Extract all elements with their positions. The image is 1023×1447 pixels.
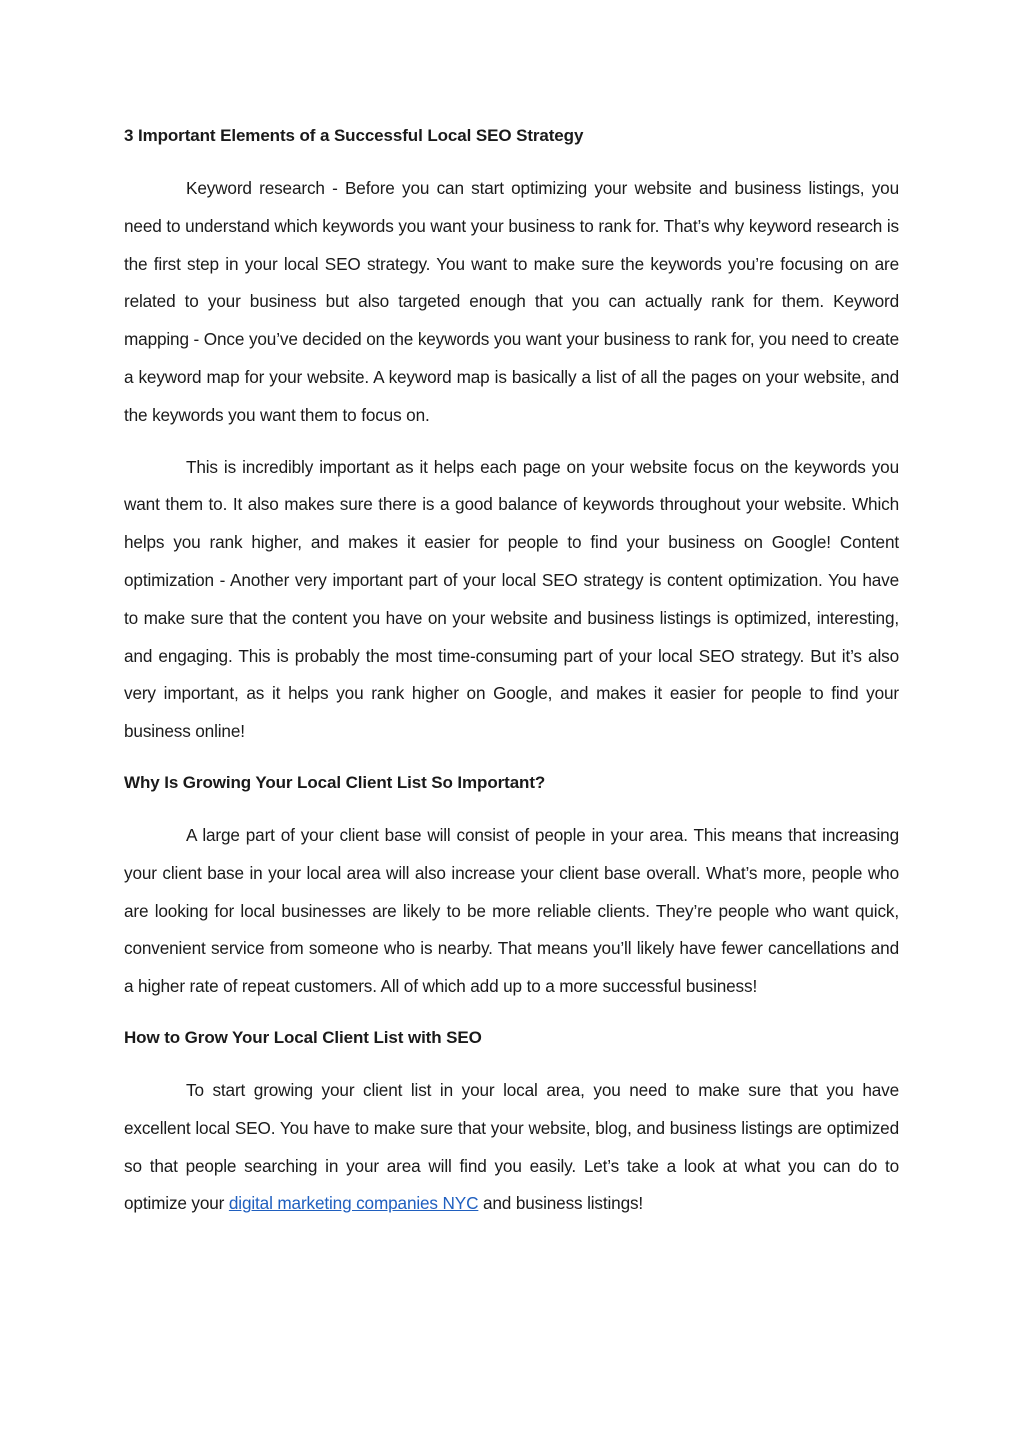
digital-marketing-link[interactable]: digital marketing companies NYC — [228, 1193, 479, 1214]
section-heading-how-to-grow: How to Grow Your Local Client List with SEO — [124, 1027, 482, 1047]
section-heading-why-grow: Why Is Growing Your Local Client List So Important? — [124, 772, 546, 792]
section-heading-seo-elements: 3 Important Elements of a Successful Local SEO Strategy — [124, 126, 584, 145]
paragraph-client-base: A large part of your client base will consist of people in your area. This means that increasing your client base in your local area will also increase your client base overall. What’s more, people who are looking for local businesses are likely to be more reliable clients. They’re people who want quick, convenient service from someone who is nearby. That means you’ll likely have fewer cancellations and a higher rate of repeat customers. All of which add up to a more successful business! — [124, 824, 899, 997]
document-page — [124, 118, 899, 1237]
paragraph-text-after-link: and business listings! — [478, 1193, 644, 1214]
paragraph-content-optimization: This is incredibly important as it helps each page on your website focus on the keywords you want them to. It also makes sure there is a good balance of keywords throughout your website. Which helps you rank higher, and makes it easier for people to find your business on Google! Content optimization - Another very important part of your local SEO strategy is content optimization. You have to make sure that the content you have on your website and business listings is optimized, interesting, and engaging. This is probably the most time-consuming part of your local SEO strategy. But it’s also very important, as it helps you rank higher on Google, and makes it easier for people to find your business online! — [124, 456, 899, 742]
paragraph-text-before-link: To start growing your client list in your local area, you need to make sure that you have excellent local SEO. You have to make sure that your website, blog, and business listings are optimized so that people searching in your area will find you easily. Let’s take a look at what you can do to optimize your — [124, 1079, 899, 1214]
paragraph-keyword-research: Keyword research - Before you can start optimizing your website and business listings, you need to understand which keywords you want your business to rank for. That’s why keyword research is the first step in your local SEO strategy. You want to make sure the keywords you’re focusing on are related to your business but also targeted enough that you can actually rank for them. Keyword mapping - Once you’ve decided on the keywords you want your business to rank for, you need to create a keyword map for your website. A keyword map is basically a list of all the pages on your website, and the keywords you want them to focus on. — [124, 178, 899, 425]
paragraph-grow-client-list — [124, 1072, 899, 1223]
